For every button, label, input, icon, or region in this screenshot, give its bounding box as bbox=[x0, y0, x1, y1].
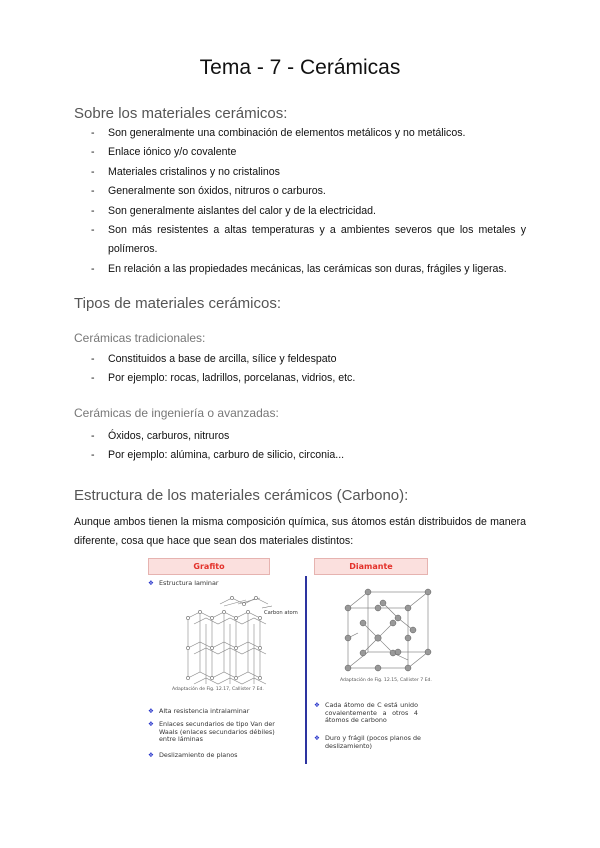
section-heading-structure: Estructura de los materiales cerámicos (Carbono): bbox=[74, 487, 409, 504]
about-list bbox=[74, 124, 526, 279]
list-item: - Son generalmente aislantes del calor y de la electricidad. bbox=[74, 202, 526, 221]
list-item: - Materiales cristalinos y no cristalinos bbox=[74, 163, 526, 182]
list-item: - Son generalmente una combinación de elementos metálicos y no metálicos. bbox=[74, 124, 526, 143]
figure-divider bbox=[305, 576, 307, 764]
subheading-traditional: Cerámicas tradicionales: bbox=[74, 331, 206, 345]
traditional-list bbox=[74, 350, 526, 389]
list-item: - Por ejemplo: alúmina, carburo de silicio, circonia... bbox=[74, 446, 526, 465]
list-item: - En relación a las propiedades mecánicas, las cerámicas son duras, frágiles y ligeras. bbox=[74, 260, 526, 279]
section-heading-about: Sobre los materiales cerámicos: bbox=[74, 105, 288, 122]
section-heading-types: Tipos de materiales cerámicos: bbox=[74, 295, 282, 312]
diamond-bullet-icon: ❖ bbox=[314, 701, 320, 709]
graphite-top-bullet: ❖ Estructura laminar bbox=[148, 579, 219, 587]
diamond-bullet-icon: ❖ bbox=[148, 751, 154, 759]
diamond-bullet-icon: ❖ bbox=[148, 579, 154, 587]
page-title: Tema - 7 - Cerámicas bbox=[199, 56, 401, 79]
list-item: - Por ejemplo: rocas, ladrillos, porcelanas, vidrios, etc. bbox=[74, 369, 526, 388]
graphite-bullet: ❖ Enlaces secundarios de tipo Van der Waals (enlaces secundarios débiles) entre láminas bbox=[148, 720, 275, 744]
diamond-caption: Adaptación de Fig. 12.15, Callister 7 Ed. bbox=[340, 678, 432, 683]
diamond-bullet: ❖ Duro y frágil (pocos planos de deslizamiento) bbox=[314, 734, 421, 750]
diamond-header: Diamante bbox=[314, 558, 428, 575]
carbon-structures-figure bbox=[140, 556, 458, 768]
list-item: - Generalmente son óxidos, nitruros o carburos. bbox=[74, 182, 526, 201]
graphite-caption: Adaptación de Fig. 12.17, Callister 7 Ed. bbox=[172, 687, 264, 692]
structure-paragraph: Aunque ambos tienen la misma composición química, sus átomos están distribuidos de manera diferente, cosa que hace que sean dos materiales distintos: bbox=[74, 516, 526, 548]
graphite-header: Grafito bbox=[148, 558, 270, 575]
diamond-bullet: ❖ Cada átomo de C está unido covalentemente a otros 4 átomos de carbono bbox=[314, 701, 418, 725]
list-item: - Óxidos, carburos, nitruros bbox=[74, 427, 526, 446]
list-item: - Son más resistentes a altas temperaturas y a ambientes severos que los metales y polímeros. bbox=[74, 221, 526, 260]
diamond-bullet-icon: ❖ bbox=[148, 707, 154, 715]
graphite-bullet: ❖ Alta resistencia intralaminar bbox=[148, 707, 250, 715]
diamond-bullet-icon: ❖ bbox=[314, 734, 320, 742]
diamond-bullet-icon: ❖ bbox=[148, 720, 154, 728]
graphite-bullet: ❖ Deslizamiento de planos bbox=[148, 751, 238, 759]
diamond-lattice-image bbox=[338, 588, 438, 676]
list-item: - Constituidos a base de arcilla, sílice y feldespato bbox=[74, 350, 526, 369]
advanced-list bbox=[74, 427, 526, 466]
subheading-advanced: Cerámicas de ingeniería o avanzadas: bbox=[74, 406, 279, 420]
carbon-atom-label: Carbon atom bbox=[264, 610, 298, 616]
list-item: - Enlace iónico y/o covalente bbox=[74, 143, 526, 162]
